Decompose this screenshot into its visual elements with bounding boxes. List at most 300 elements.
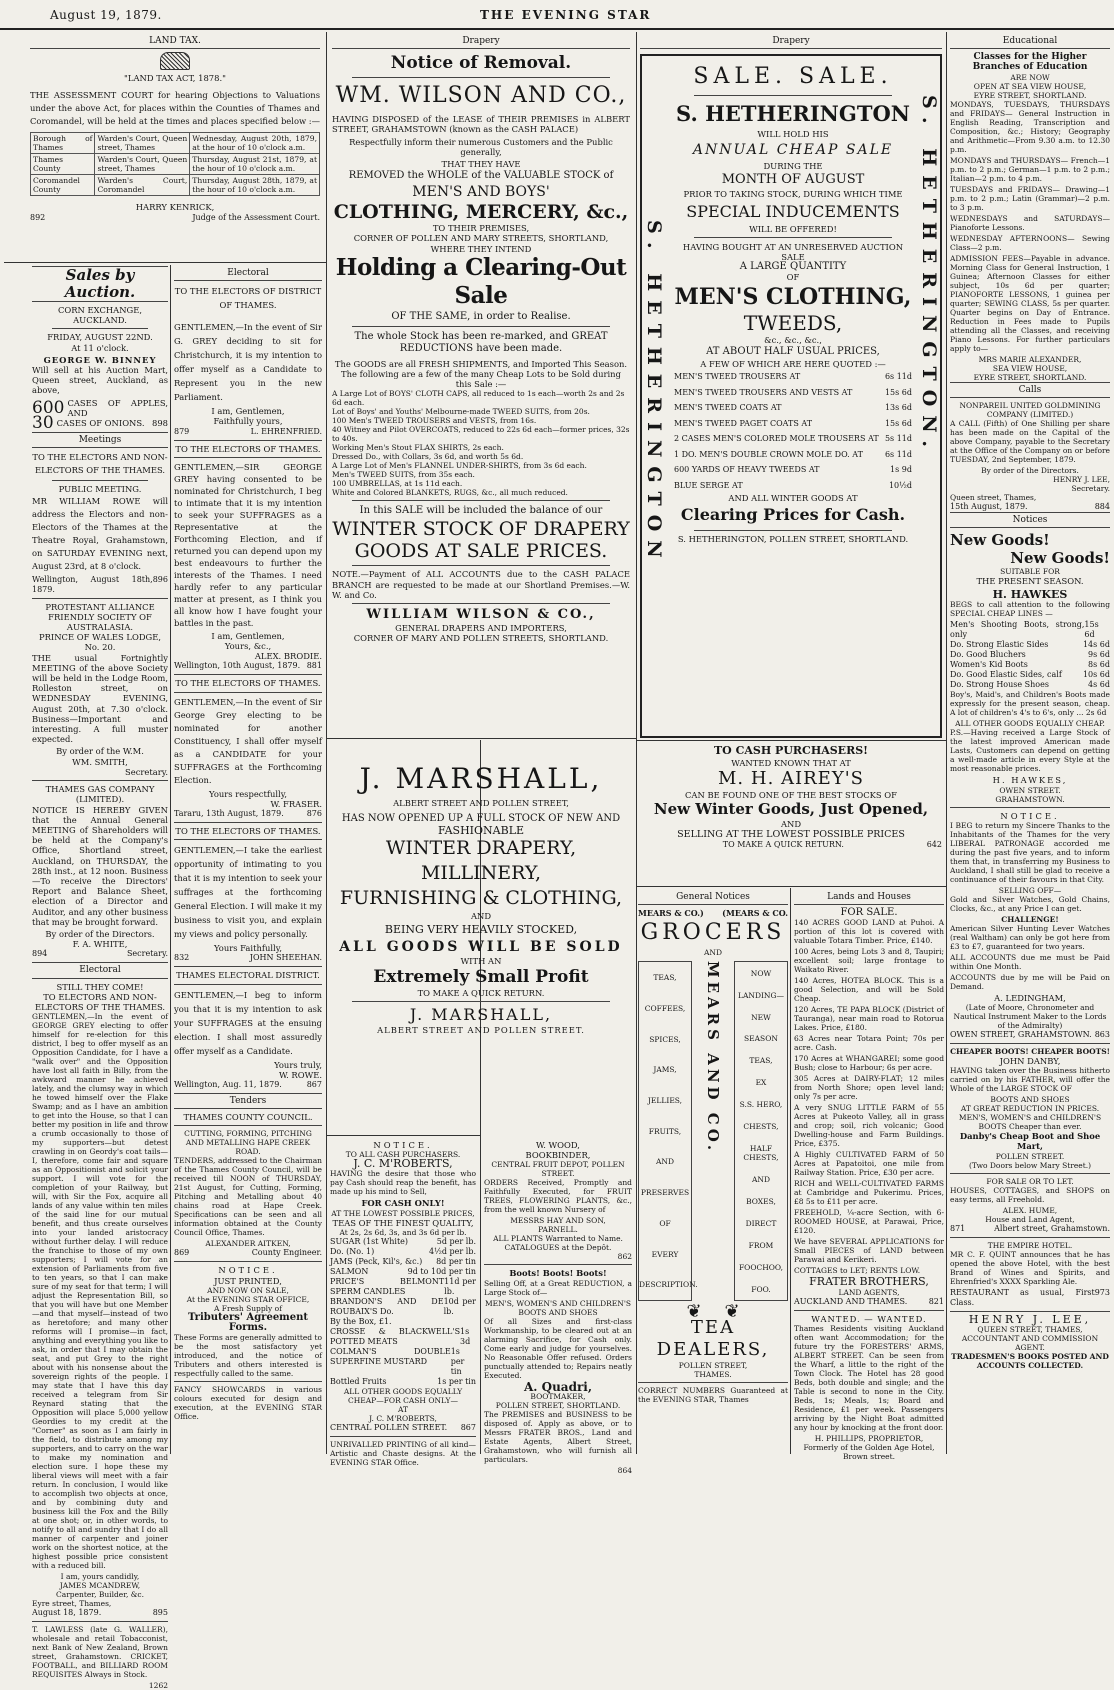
notice-title: FOR SALE. [840,907,898,919]
firm-name: J. MARSHALL, [409,1005,553,1025]
body-text: MR C. F. QUINT announces that he has opened the above Hotel, with the best Brand of Wines and Spirits, and Ehrenfried's XXXX Sparkling Ale. [950,1249,1110,1286]
signer-title: Carpenter, Builder, &c. [55,1590,144,1600]
ad-number: 867 [460,1422,476,1432]
firm-name: J. C. M'ROBERTS, [353,1157,453,1171]
notice-line: A Fresh Supply of [214,1303,282,1313]
signer-name: JOHN SHEEHAN. [249,953,322,963]
price-row [674,431,912,447]
land-item: COTTAGES to LET; RENTS LOW. [794,1266,921,1276]
section-heading: Sales by Auction. [32,266,168,302]
advert-line: ALBERT STREET AND POLLEN STREET, [393,798,569,808]
item-price: 9s 6d [1088,650,1110,660]
item-price: 1s 3d [460,1326,471,1346]
price-row [330,1377,476,1387]
goods-item: NOW [750,968,772,978]
item-price: 15s 6d [884,418,912,428]
advert-line: TO MAKE A QUICK RETURN. [722,839,844,849]
item-label: Do. Strong House Shoes [950,680,1049,690]
item-label: Do. Good Elastic Sides, calf [950,670,1062,680]
item-label: Do. (No. 1) [330,1246,375,1256]
signer-name: A. LEDINGHAM, [994,992,1066,1003]
divider [638,1382,788,1383]
land-item: 140 ACRES GOOD LAND at Puhoi. A portion of this lot is covered with valuable Totara Timber. Price, £140. [794,918,944,946]
hetherington-body [674,62,912,732]
order-line: By order of the Directors. [45,928,155,939]
advert-line: Danby's Cheap Boot and Shoe Mart, [959,1131,1101,1152]
signer-name: HARRY KENRICK, [135,202,215,213]
item-label: BLUE SERGE AT [674,480,743,490]
section-rule [326,738,636,739]
sig-row [640,840,942,850]
class-entry: TUESDAYS and FRIDAYS— Drawing—1 p.m. to 2 p.m.; Latin (Grammar)—2 p.m. to 3 p.m. [950,184,1110,212]
sig-row [950,1030,1110,1040]
signer-name: ALEX. BRODIE. [254,651,322,662]
firm-name: H. HAWKES [992,588,1068,602]
item-price: 4½d per lb. [429,1246,476,1256]
notice-title: WANTED. — WANTED. [811,1313,927,1324]
body-text: Thames Residents visiting Auckland often want Accommodation; for the future try the FORESTERS' ARMS, ALBERT STREET. Can be seen from the Wharf, a little to the right of the Town Clock. The Hotel has 28 good Beds, both double and single; and the Table is second to none in the City. Beds, 1s; Meals, 1s; Board and Residence, £1 per week. Passengers arriving by the Night Boat admitted any hour by knocking at the front door. [794,1323,944,1432]
notice-title: TO THE ELECTORS OF THAMES. [175,826,321,837]
advert-line: At 2s, 2s 6d, 3s, and 3s 6d per lb. [339,1227,467,1237]
body-text: ALL ACCOUNTS due me must be Paid within One Month. [950,952,1110,971]
item-label: MEN'S TWEED TROUSERS AT [674,372,801,382]
price-row [950,670,1110,680]
ad-number: 879 [174,426,190,436]
advert-line: TEA DEALERS, [656,1317,770,1361]
item-label: MEN'S TWEED TROUSERS AND VESTS AT [674,387,853,397]
item-price: 6s 11d [884,449,912,459]
item-label: 2 CASES MEN'S COLORED MOLE TROUSERS AT [674,434,879,444]
advert-line: WANTED KNOWN THAT AT [731,758,851,768]
closing: Yours Faithfully, [213,943,282,954]
closing: I am, yours candidly, [60,1572,140,1582]
ad-number: 896 [152,574,168,584]
firm-row [638,908,788,918]
sale-item: Dressed Do., with Collars, 3s 6d, and worth 5s 6d. [332,452,524,462]
lot-quantity: 30 [32,413,54,434]
firm-name: S. HETHERINGTON [676,101,910,126]
signer-title: Secretary. [126,949,168,959]
item-label: COLMAN'S DOUBLE SUPERFINE MUSTARD [330,1346,451,1366]
item-price: 5d per lb. [436,1236,476,1246]
goods-item: AND [656,1157,674,1167]
item-price: 9d to 10d per tin [407,1266,476,1276]
advert-line: TO ALL CASH PURCHASERS. [345,1150,461,1160]
firm-name: MEARS & CO.) [638,908,704,919]
price-row [950,680,1110,690]
item-price: 11d per lb. [444,1276,476,1296]
item-price: 15s 6d [884,387,912,397]
divider [950,807,1110,808]
signer-name: JAMES MCANDREW, [59,1581,141,1591]
divider [174,1125,322,1126]
advert-line: OPEN AT SEA VIEW HOUSE, [973,81,1087,91]
sig-row [30,213,320,223]
sig-date: Wellington, 10th August, 1879. [174,661,301,671]
sig-date: Wellington, Aug. 11, 1879. [174,1080,282,1090]
ad-number: 876 [306,809,322,819]
divider [330,1436,476,1437]
divider [174,692,322,693]
table-cell: Wednesday, August 20th, 1879, at the hour of 10 o'clock a.m. [190,133,320,154]
goods-item: BOXES, [746,1196,776,1206]
sale-item: 40 Witney and Pilot OVERCOATS, reduced to 22s 6d each—former prices, 32s to 40s. [332,425,630,444]
body-text: HAVING DISPOSED of the LEASE of THEIR PREMISES in ALBERT STREET, GRAHAMSTOWN (known as the CASH PALACE) [332,114,630,135]
closing: Faithfully yours, [213,416,283,427]
firm-name: WILLIAM WILSON & CO., [366,607,596,623]
section-heading: Drapery [332,34,630,49]
section-heading: Notices [950,512,1110,528]
item-price: 8s 6d [1088,660,1110,670]
notice-line: At the EVENING STAR OFFICE, [186,1294,310,1304]
notice-title: THAMES COUNTY COUNCIL. [183,1112,313,1123]
class-entry: WEDNESDAYS and SATURDAYS— Pianoforte Lessons. [950,213,1110,232]
address: CENTRAL POLLEN STREET. [330,1422,448,1432]
body-text: CORRECT NUMBERS Guaranteed at the EVENING STAR, Thames [638,1386,788,1405]
advert-line: WHERE THEY INTEND [430,243,532,254]
divider [32,1621,168,1622]
column-rule [946,32,947,1454]
notice-title: NOTICE. [218,1265,278,1276]
lot-line [32,413,168,434]
ad-number: 867 [306,1080,322,1090]
closing: I am, Gentlemen, [211,406,285,417]
advert-line: Holding a Clearing-Out Sale [335,253,627,309]
signer-title: Formerly of the Golden Age Hotel, Brown street. [803,1442,935,1461]
body-text: GENTLEMEN,—SIR GEORGE GREY having consented to be nominated for Christchurch, I beg to intimate that it is my intention to seek your SUFFRAGES as a Representative at the Forthcoming Election, and if returned you can depend upon my best endeavours to further the interests of the Thames. I need hardly refer to any particular matter at present, as I think you all know how I have fought your battles in the past. [174,461,322,628]
signer-title: LAND AGENTS, [838,1287,900,1297]
advert-line: OF THE SAME, in order to Realise. [391,310,571,322]
address: AUCKLAND AND THAMES. [794,1296,908,1306]
wood-quadri-column [484,1140,632,1475]
goods-item: SEASON [744,1034,778,1044]
advert-line: WILL BE OFFERED! [749,223,837,234]
advert-line: AT ABOUT HALF USUAL PRICES, [706,345,880,357]
signer-title: Secretary. [125,766,168,777]
price-row [674,400,912,416]
goods-item: DESCRIPTION. [639,1280,698,1290]
price-row [330,1297,476,1317]
address: POLLEN STREET, [678,1361,748,1371]
body-text: GENTLEMEN,—I beg to inform you that it is my intention to ask your SUFFRAGES at the ensuing election. I shall most assuredly offer myself as a Candidate. [174,989,322,1056]
divider [174,440,322,441]
divider [352,77,610,78]
goods-item: COFFEES, [644,1003,686,1013]
advert-line: HAS NOW OPENED UP A FULL STOCK OF NEW AND [341,813,621,825]
advert-line: MEN'S, WOMEN'S AND CHILDREN'S BOOTS AND SHOES [484,1298,632,1317]
divider [694,530,892,531]
goods-columns [638,961,788,1301]
advert-line: MEN'S CLOTHING, [674,283,912,310]
item-price: 1s per tin [450,1346,465,1376]
advert-line: Boots! Boots! Boots! [509,1268,607,1279]
price-row [330,1277,476,1297]
body-text: American Silver Hunting Lever Watches (real Waltham) can only be got here from £3 to £7, guaranteed for two years. [950,923,1110,951]
divider [352,1001,610,1002]
goods-item: NEW [751,1012,771,1022]
section-rule [636,886,946,887]
sig-row [32,1608,168,1618]
society-title: PROTESTANT ALLIANCE FRIENDLY SOCIETY OF AUSTRALASIA. [45,601,155,633]
section-rule [326,1135,480,1136]
advert-line: CORNER OF MARY AND POLLEN STREETS, SHORTLAND. [353,633,609,644]
advert-line: GENERAL DRAPERS AND IMPORTERS, [395,623,567,634]
price-row [674,416,912,432]
lot-desc: CASES OF ONIONS. [56,418,145,429]
advert-line: WINTER DRAPERY, MILLINERY, [385,837,577,885]
item-price: 1s 9d [890,465,912,475]
goods-list [638,961,698,1301]
notice-title: TO THE ELECTORS OF THAMES. [175,678,321,689]
body-text: ORDERS Received, Promptly and Faithfully Executed, for FRUIT TREES, FLOWERING PLANTS, &c., from the well known Nursery of [484,1178,632,1215]
section-heading: Educational [950,34,1110,49]
body-text: Will sell at his Auction Mart, Queen street, Auckland, as above, [32,365,168,396]
advert-line: Extremely Small Profit [373,966,589,987]
order-line: By order of the W.M. [56,746,144,757]
body-text: BEGS to call attention to the following SPECIAL CHEAP LINES — [950,600,1110,619]
item-price: 15s 6d [1084,620,1099,640]
advert-line: Clearing Prices for Cash. [680,505,906,525]
advert-line: &c., &c., &c., [764,334,822,345]
advert-line: The GOODS are all FRESH SHIPMENTS, and Imported This Season. [334,358,628,369]
meeting-sub: PUBLIC MEETING. [58,484,142,495]
sig-row [950,502,1110,512]
class-entry: MONDAYS and THURSDAYS— French—1 p.m. to 2 p.m.; German—1 p.m. to 2 p.m.; Italian—2 p.m. to 4 p.m. [950,155,1110,183]
divider [32,780,168,781]
land-item: 63 Acres near Totara Point; 70s per acre. Cash. [794,1034,944,1053]
section-heading: Electoral [32,962,168,978]
sig-date: August 18, 1879. [32,1608,102,1618]
act-title: "LAND TAX ACT, 1878." [124,73,226,84]
class-entry: MONDAYS, TUESDAYS, THURSDAYS and FRIDAYS— General Instruction in English Reading, Transcription and Composition, &c.; History; Geography and Arithmetic—From 9.30 a.m. to 12.30 p.m. [950,99,1110,154]
item-price: 10½d [888,480,912,490]
divider [694,237,892,238]
divider [352,603,610,604]
advert-line: SUITABLE FOR [1000,567,1060,577]
body-text: THE ASSESSMENT COURT for hearing Objections to Valuations under the above Act, for places within the Counties of Thames and Coromandel, will be held at the times and places specified below :— [30,90,321,127]
ad-number: 894 [32,949,48,959]
sale-item: White and Colored BLANKETS, RUGS, &c., all much reduced. [332,488,568,498]
goods-item: LANDING— [737,990,784,1000]
item-price: 14s 6d [1082,640,1110,650]
divider [32,598,168,599]
advert-line: ARE NOW [1010,72,1050,82]
sig-row [174,1080,322,1090]
advert-line: ALL GOODS WILL BE SOLD [339,938,623,955]
sale-item: Lot of Boys' and Youths' Melbourne-made TWEED SUITS, from 20s. [332,407,590,417]
land-item: 140 Acres, HOTEA BLOCK. This is a good Selection, and will be Sold Cheap. [794,976,944,1004]
signer-name: H. PHILLIPS, PROPRIETOR, [814,1433,924,1443]
order-line: By order of the Directors. [981,465,1079,475]
item-price: 6s 11d [884,372,912,382]
item-label: SALMON [330,1266,369,1276]
table-cell: Warden's Court, Queen street, Thames [95,154,190,175]
issue-date: August 19, 1879. [50,8,162,22]
goods-item: TEAS, [749,1056,773,1066]
ad-number: 642 [926,839,942,849]
section-rule [4,262,326,263]
lot-quantity: 600 [32,397,65,418]
advert-line: BOOTMAKER, [530,1391,586,1401]
notice-title: TO THE ELECTORS OF DISTRICT OF THAMES. [174,286,322,311]
advert-line: TO MAKE A QUICK RETURN. [417,987,545,998]
signer-name: W. FRASER. [270,798,322,809]
address: SEA VIEW HOUSE, [992,363,1068,373]
table-cell: Borough of Thames [31,133,95,154]
advert-line: BOOKBINDER, [525,1150,591,1161]
section-heading: Meetings [32,432,168,448]
advert-line: WILL HOLD HIS [757,129,829,139]
advert-line: MEN'S AND BOYS' [412,184,550,201]
closing: I am, Gentlemen, [211,630,285,641]
body-text: NOTE.—Payment of ALL ACCOUNTS due to the CASH PALACE BRANCH are requested to be made at our Shortland Premises.—W. W. and Co. [332,569,630,600]
sig-row [32,949,168,959]
notice-title: CHEAPER BOOTS! CHEAPER BOOTS! [950,1047,1110,1057]
place-line: Eyre street, Thames, [32,1599,112,1609]
lands-column [794,890,944,1461]
advert-line: A FEW OF WHICH ARE HERE QUOTED :— [700,358,886,369]
signer-title: House and Land Agent, [985,1214,1075,1224]
sig-row [174,1248,322,1258]
item-price: 10d per lb. [443,1296,476,1316]
land-item: RICH and WELL-CULTIVATED FARMS at Cambridge and Pukerimu. Prices, £8 5s to £11 per acre. [794,1179,944,1207]
sale-item: Men's TWEED SUITS, from 35s each. [332,470,475,480]
goods-item: CHESTS, [743,1122,779,1132]
divider [950,1237,1110,1238]
price-row [330,1247,476,1257]
land-item: A very SNUG LITTLE FARM of 55 Acres at Pukeoto Valley, all in grass and crop; soil, rich volcanic; Good Dwelling-house and Farm Buildings. Price, £375. [794,1103,944,1149]
item-price: 8d per tin [436,1256,476,1266]
body-text: Of all Sizes and first-class Workmanship, to be cleared out at an alarming Sacrifice, for Cash only. Come early and judge for yourselves. No Reasonable Offer refused. Orders punctually attended to; Repairs neatly Executed. [484,1316,632,1380]
ad-number: 892 [30,212,46,222]
advert-line: SPECIAL INDUCEMENTS [686,201,900,221]
section-heading: Lands and Houses [794,890,944,905]
masthead [0,0,1114,30]
notice-title: FOR SALE OR TO LET. [986,1176,1074,1186]
body-text: I BEG to return my Sincere Thanks to the Inhabitants of the Thames for the very LIBERAL PATRONAGE accorded me during the past five years, and to inform them that, in transferring my Business to Auckland, I shall still be glad to receive a continuance of their favours in that City. [950,820,1110,884]
land-item: We have SEVERAL APPLICATIONS for Small PIECES of LAND between Parawai and Kerikeri. [794,1237,944,1265]
divider [484,1264,632,1265]
item-price: 10s 6d [1082,670,1110,680]
address: GRAHAMSTOWN. [995,794,1065,804]
goods-item: EVERY [651,1249,679,1259]
body-text: A CALL (Fifth) of One Shilling per share has been made on the Capital of the above Company, payable to the Secretary at the Office of the Company on or before TUESDAY, 2nd September, 1879. [950,418,1110,464]
column-2 [174,266,322,1446]
item-label: Bottled Fruits [330,1376,387,1386]
price-row [330,1267,476,1277]
advert-line: AT [397,1404,408,1414]
body-text: ACCOUNTS due by me will be Paid on Demand. [950,972,1110,991]
firm-name: J. MARSHALL, [359,762,603,795]
advert-line: FOR CASH ONLY! [361,1198,445,1209]
item-label: PRICE'S BELMONT SPERM CANDLES [330,1276,445,1296]
divider [174,966,322,967]
item-price: 13s 6d [884,403,912,413]
advert-line: PARNELL. [538,1225,578,1235]
item-label: SUGAR (1st White) [330,1236,409,1246]
section-heading: Calls [950,382,1110,398]
advert-line: ALBERT STREET AND POLLEN STREET. [377,1025,585,1036]
signer-title: County Engineer. [251,1248,322,1258]
body-text: Respectfully inform their numerous Customers and the Public generally, [349,136,613,157]
divider [52,328,148,329]
price-list [950,620,1110,690]
advert-line: A LARGE QUANTITY [739,261,847,273]
advert-line: TRADESMEN'S BOOKS POSTED AND ACCOUNTS COLLECTED. [951,1351,1109,1370]
advert-line: ACCOUNTANT AND COMMISSION AGENT. [961,1333,1099,1352]
body-text: HOUSES, COTTAGES, and SHOPS on easy terms, all Freehold. [950,1185,1110,1204]
auction-time: At 11 o'clock. [71,342,129,353]
signer-name: ALEXANDER AITKEN, [205,1239,291,1249]
advert-line: New Winter Goods, Just Opened, [653,800,929,819]
column-rule [790,888,791,1454]
body-text: P.S.—Having received a Large Stock of the latest improved American made Lasts, Customers can depend on getting a well-made article in every Style at the most reasonable prices. [950,728,1110,774]
divider [352,500,610,501]
address: EYRE STREET, SHORTLAND. [973,90,1087,100]
sig-date: Wellington, August 18th, 1879. [32,574,153,594]
vertical-name-right: S. HETHERINGTON. [918,95,940,457]
price-row [330,1317,476,1327]
address: OWEN STREET. [999,785,1061,795]
advert-line: AT GREAT REDUCTION IN PRICES. [960,1104,1100,1114]
notice-title: THAMES ELECTORAL DISTRICT. [176,970,320,981]
divider [794,1310,944,1311]
advert-line: The whole Stock has been re-marked, and GREAT REDUCTIONS have been made. [354,330,608,354]
closing: Yours truly, [274,1059,322,1070]
newspaper-title: THE EVENING STAR [480,8,652,22]
price-row [950,620,1110,640]
sale-item: A Large Lot of BOYS' CLOTH CAPS, all reduced to 1s each—worth 2s and 2s 6d each. [332,389,625,408]
signer-title: Secretary. [1071,483,1110,493]
advert-line: OF [786,272,800,283]
land-item: 170 Acres at WHANGAREI; some good Bush; close to Harbour; 6s per acre. [794,1054,944,1073]
table-row [31,154,320,175]
notice-title: STILL THEY COME! [56,981,144,992]
sale-item: A Large Lot of Men's FLANNEL UNDER-SHIRTS, from 3s 6d each. [332,461,587,471]
address: CENTRAL FRUIT DEPOT, POLLEN STREET. [491,1160,625,1179]
address: S. HETHERINGTON, POLLEN STREET, SHORTLAND. [677,534,909,545]
advert-line: CATALOGUES at the Depôt. [504,1243,612,1253]
sale-item: 100 UMBRELLAS, at 1s 11d each. [332,479,463,489]
ad-number: 862 [617,1252,632,1262]
firm-name: HENRY J. LEE, [968,1312,1092,1326]
divider [174,1381,322,1382]
company-title: NONPAREIL UNITED GOLDMINING COMPANY (LIMITED.) [959,400,1101,419]
section-heading: Tenders [174,1093,322,1109]
body-text: GENTLEMEN,—In the event of Sir G. GREY deciding to sit for Christchurch, it is my intention to offer myself as a Candidate to Represent you in the new Parliament. [174,322,322,403]
signer-name: FRATER BROTHERS, [809,1275,929,1289]
divider [950,1173,1110,1174]
ad-number: 871 [950,1223,966,1233]
signer-name: WM. SMITH, [72,756,128,767]
advert-line: REMOVED the WHOLE of the VALUABLE STOCK of [348,170,614,182]
advert-line: New Goods! [1010,549,1110,568]
address: OWEN STREET, GRAHAMSTOWN. [950,1030,1092,1040]
table-row [31,133,320,154]
firm-name: WM. WILSON AND CO., [335,83,627,109]
signer-title: (Late of Moore, Chronometer and Nautical Instrument Maker to the Lords of the Admiralty) [953,1003,1107,1031]
address: EYRE STREET, SHORTLAND. [973,372,1087,382]
signer-name: W. ROWE. [278,1069,322,1080]
closing: Yours, &c., [224,641,272,652]
notice-title: NOTICE. [373,1140,433,1150]
advert-line: AND ALL WINTER GOODS AT [728,493,858,504]
advert-line: The following are a few of the many Cheap Lots to be Sold during this Sale :— [341,369,621,390]
body-text: These Forms are generally admitted to be the most satisfactory yet introduced, and the notice of Tributers and others interested is respectfully called to the same. [174,1333,323,1379]
advert-line: THE PRESENT SEASON. [976,576,1084,587]
wilson-advert [332,34,630,736]
item-price: 1s per tin [437,1376,476,1386]
